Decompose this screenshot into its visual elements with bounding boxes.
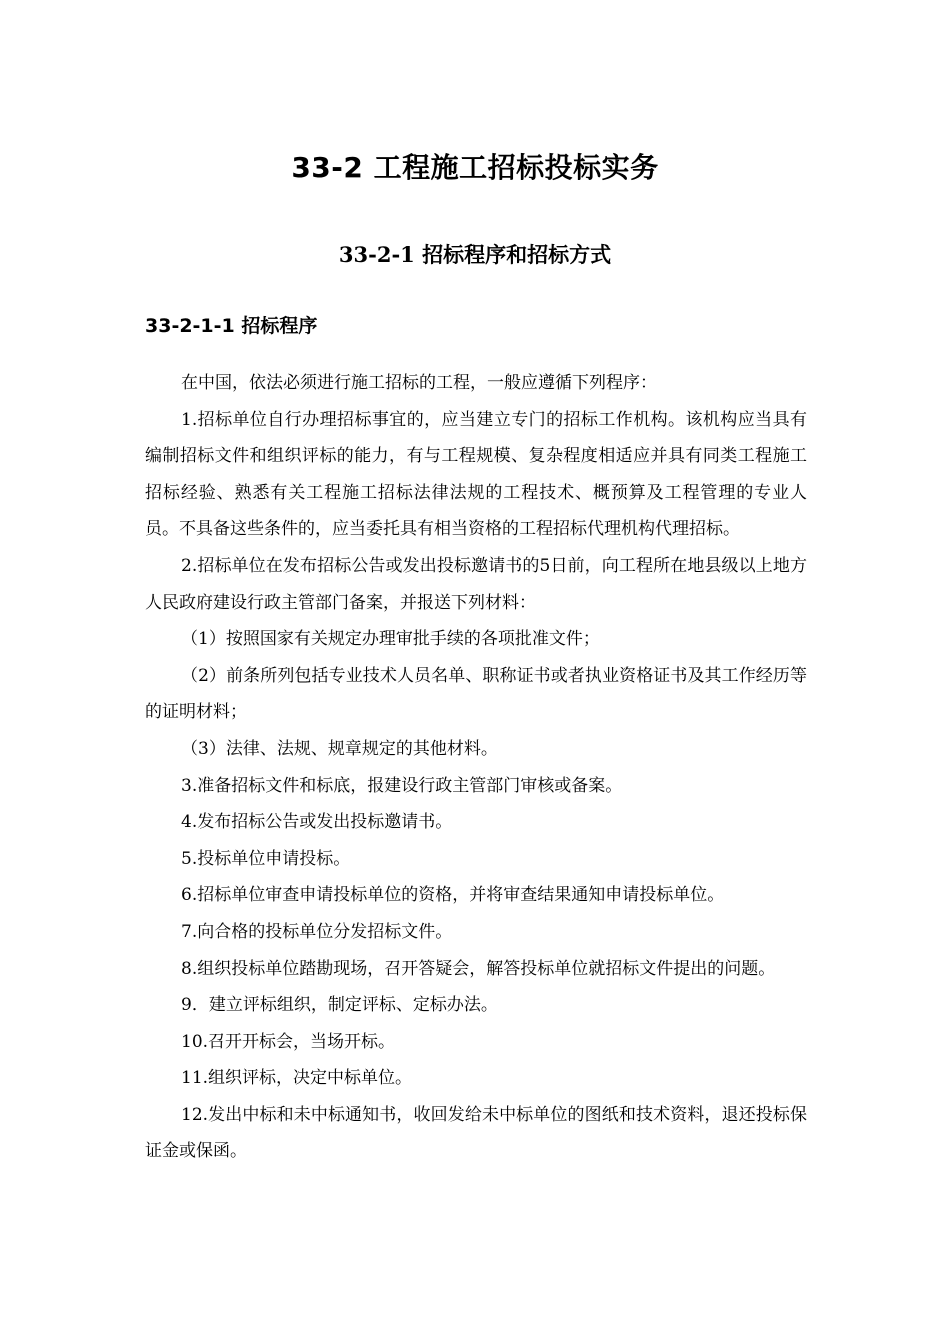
paragraph-step-2-item-1: （1）按照国家有关规定办理审批手续的各项批准文件； xyxy=(181,629,600,650)
body-text xyxy=(145,365,807,1170)
paragraph-step-11: 11.组织评标，决定中标单位。 xyxy=(181,1068,413,1089)
paragraph-step-8: 8.组织投标单位踏勘现场，召开答疑会，解答投标单位就招标文件提出的问题。 xyxy=(181,958,776,979)
paragraph-step-2-item-3: （3）法律、法规、规章规定的其他材料。 xyxy=(181,738,498,759)
paragraph-step-3: 3.准备招标文件和标底，报建设行政主管部门审核或备案。 xyxy=(181,775,623,796)
paragraph-intro: 在中国，依法必须进行施工招标的工程，一般应遵循下列程序： xyxy=(181,373,657,393)
page-title: 33-2 工程施工招标投标实务 xyxy=(291,151,659,184)
paragraph-step-12: 12.发出中标和未中标通知书，收回发给未中标单位的图纸和技术资料，退还投标保证金或保函。 xyxy=(145,1104,807,1162)
paragraph-step-7: 7.向合格的投标单位分发招标文件。 xyxy=(181,921,453,942)
paragraph-step-2-item-2: （2）前条所列包括专业技术人员名单、职称证书或者执业资格证书及其工作经历等的证明材料； xyxy=(145,665,807,723)
paragraph-step-10: 10.召开开标会，当场开标。 xyxy=(181,1031,396,1052)
paragraph-step-4: 4.发布招标公告或发出投标邀请书。 xyxy=(181,812,453,833)
paragraph-step-1: 1.招标单位自行办理招标事宜的，应当建立专门的招标工作机构。该机构应当具有编制招标文件和组织评标的能力，有与工程规模、复杂程度相适应并具有同类工程施工招标经验、熟悉有关工程施工招标法律法规的工程技术、概预算及工程管理的专业人员。不具备这些条件的，应当委托具有相当资格的工程招标代理机构代理招标。 xyxy=(145,409,807,540)
paragraph-step-2: 2.招标单位在发布招标公告或发出投标邀请书的5日前，向工程所在地县级以上地方人民政府建设行政主管部门备案，并报送下列材料： xyxy=(145,555,807,613)
paragraph-step-5: 5.投标单位申请投标。 xyxy=(181,848,351,869)
section-title: 33-2-1 招标程序和招标方式 xyxy=(338,242,612,267)
paragraph-step-6: 6.招标单位审查申请投标单位的资格，并将审查结果通知申请投标单位。 xyxy=(181,885,725,906)
paragraph-step-9: 9．建立评标组织，制定评标、定标办法。 xyxy=(181,995,498,1016)
subsection-title: 33-2-1-1 招标程序 xyxy=(145,315,318,337)
